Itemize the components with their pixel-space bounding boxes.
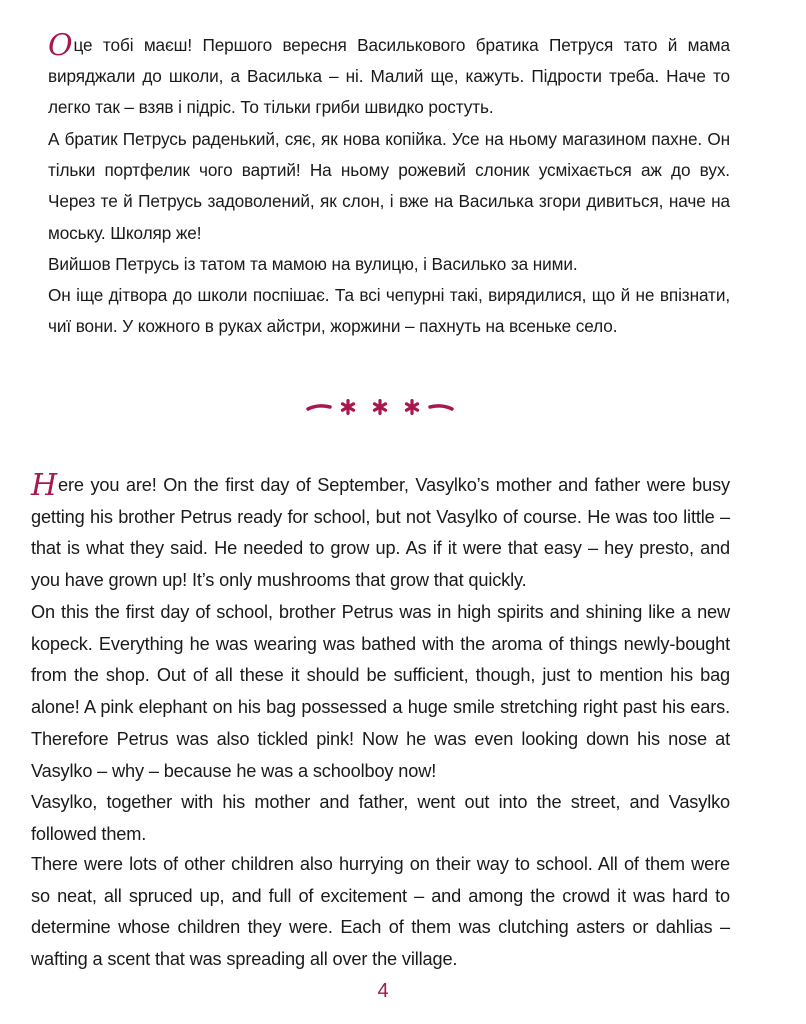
english-paragraph-1 bbox=[31, 470, 730, 597]
paragraph-text: Вийшов Петрусь із татом та мамою на вулицю, і Василько за ними. bbox=[48, 254, 578, 274]
english-paragraph-2 bbox=[31, 597, 730, 787]
paragraph-text: ere you are! On the first day of September, Vasylko’s mother and father were busy getting his brother Petrus ready for school, but not Vasylko of course. He was too little – that is what they said. He needed to grow up. As if it were that easy – hey presto, and you have grown up! It’s only mushrooms that grow that quickly. bbox=[31, 475, 730, 591]
paragraph-text: Vasylko, together with his mother and father, went out into the street, and Vasylko followed them. bbox=[31, 792, 730, 844]
ukrainian-paragraph-1 bbox=[48, 30, 730, 124]
english-paragraph-4 bbox=[31, 849, 730, 976]
floral-asterisk-divider-icon bbox=[300, 392, 460, 422]
paragraph-text: There were lots of other children also hurrying on their way to school. All of them were so neat, all spruced up, and full of excitement – and among the crowd it was hard to determine whose children they were. Each of them was clutching asters or dahlias – wafting a scent that was spreading all over the village. bbox=[31, 854, 730, 970]
drop-cap-letter: О bbox=[48, 28, 73, 63]
page-number: 4 bbox=[377, 980, 389, 1002]
english-paragraph-3 bbox=[31, 787, 730, 850]
paragraph-text: А братик Петрусь раденький, сяє, як нова копійка. Усе на ньому магазином пахне. Он тільки портфелик чого вартий! На ньому рожевий слоник усміхається аж до вух. Через те й Петрусь задоволений, як слон, і вже на Василька згори дивиться, наче на моську. Школяр же! bbox=[48, 129, 730, 243]
ukrainian-paragraph-4 bbox=[48, 280, 730, 342]
ukrainian-paragraph-2 bbox=[48, 124, 730, 249]
ukrainian-paragraph-3 bbox=[48, 249, 730, 280]
paragraph-text: це тобі маєш! Першого вересня Василькового братика Петруся тато й мама виряджали до школи, а Василька – ні. Малий ще, кажуть. Підрости треба. Наче то легко так – взяв і підріс. То тільки гриби швидко ростуть. bbox=[48, 35, 730, 118]
paragraph-text: On this the first day of school, brother Petrus was in high spirits and shining like a new kopeck. Everything he was wearing was bathed with the aroma of things newly-bought from the shop. Out of all these it should be sufficient, though, just to mention his bag alone! A pink elephant on his bag possessed a huge smile stretching right past his ears. Therefore Petrus was also tickled pink! Now he was even looking down his nose at Vasylko – why – because he was a schoolboy now! bbox=[31, 602, 730, 781]
paragraph-text: Он іще дітвора до школи поспішає. Та всі чепурні такі, вирядилися, що й не впізнати, чиї вони. У кожного в руках айстри, жоржини – пахнуть на всеньке село. bbox=[48, 285, 730, 337]
drop-cap-letter: H bbox=[31, 468, 58, 503]
